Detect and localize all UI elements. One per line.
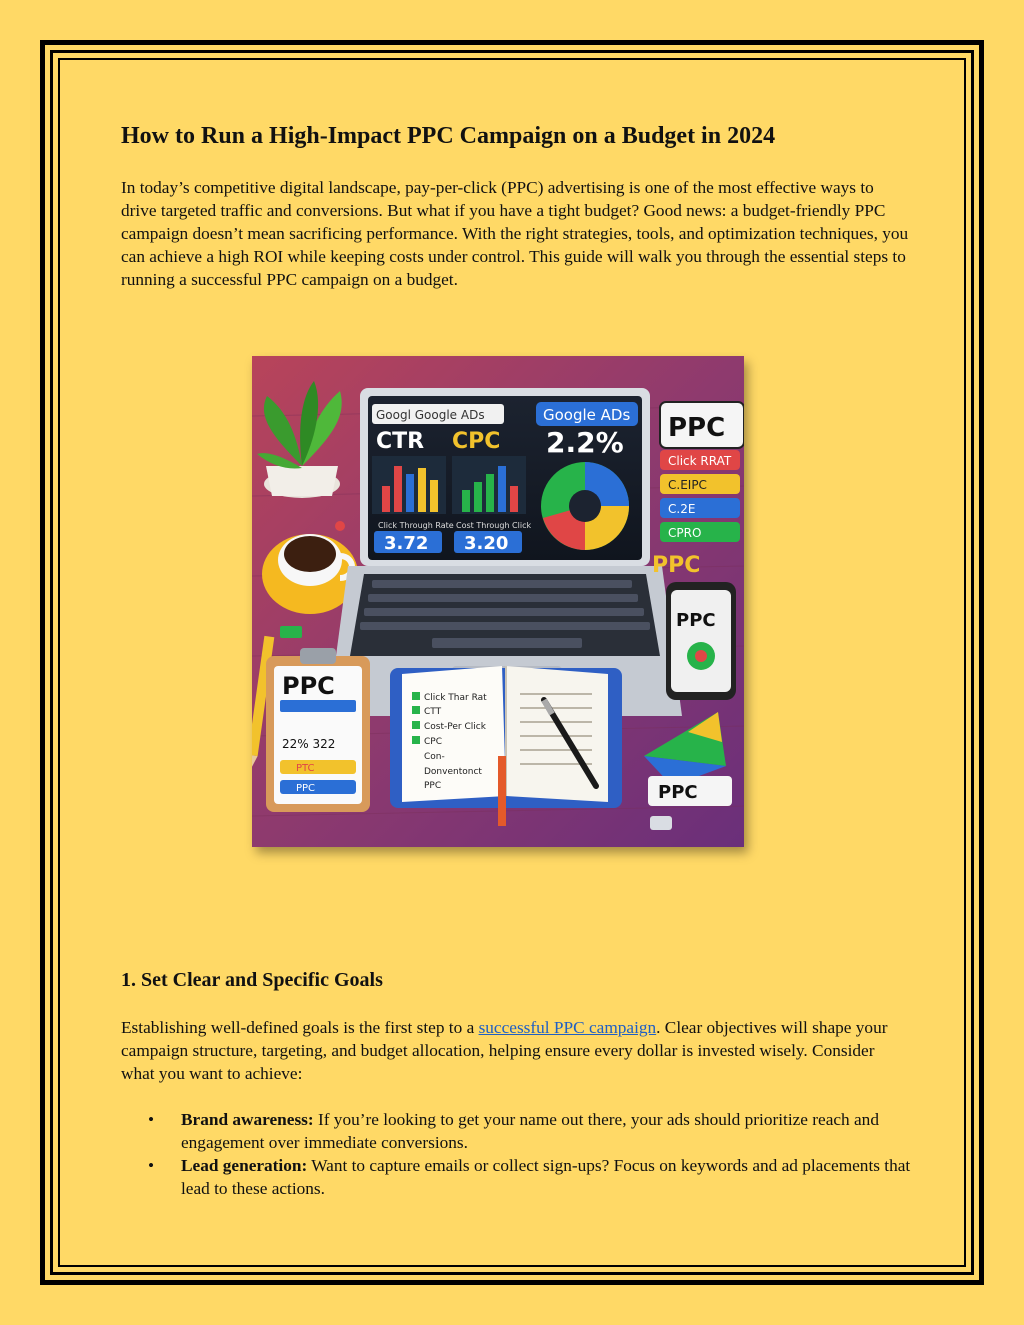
notebook-icon [390,666,622,826]
ppc-illustration [252,356,744,847]
usb-stick-icon [280,626,302,638]
ppc-campaign-link[interactable]: successful PPC campaign [478,1018,657,1037]
card-label: PPC [658,782,698,803]
clipboard-row-2: PPC [296,783,316,794]
small-label-cpc: Cost Through Click [456,521,532,530]
intro-paragraph: In today’s competitive digital landscape, pay-per-click (PPC) advertising is one of the most effective ways to drive targeted traffic and conversions. But what if you have a tight budget? Good news: a budget-friendly PPC campaign doesn’t mean sacrificing performance. With the right strategies, tools, and optimization techniques, you can achieve a high ROI while keeping costs under control. This guide will walk you through the essential steps to running a successful PPC campaign on a budget. [121,178,909,289]
metric-percent: 2.2% [546,426,624,459]
value-cpc: 3.20 [464,533,509,554]
phone-icon [666,582,736,700]
screen-tab-left: Googl Google ADs [376,408,485,422]
clipboard-numbers: 22% 322 [282,737,336,751]
clipboard-icon [266,648,370,812]
small-label-ctr: Click Through Rate [378,521,454,530]
side-button-4: CPRO [668,526,702,540]
notebook-line-7: PPC [424,781,442,791]
clip-icon [650,816,672,830]
notebook-line-6: Donventonct [424,767,482,777]
article-title: How to Run a High-Impact PPC Campaign on a Budget in 2024 [121,123,776,149]
notebook-line-5: Con- [424,752,445,762]
notebook-line-1: Click Thar Rat [424,693,487,703]
list-item [121,1108,911,1154]
bullet-text: Want to capture emails or collect sign-ups? Focus on keywords and ad placements that lead to these actions. [181,1156,911,1198]
side-button-3: C.2E [668,502,696,516]
phone-label: PPC [676,610,716,631]
clipboard-row-1: PTC [296,763,315,774]
goals-list [121,1108,911,1200]
donut-chart-icon [541,462,629,550]
section-paragraph [121,1016,911,1085]
ppc-color-word: PPC [652,553,701,578]
metric-ctr: CTR [376,429,425,454]
notebook-line-2: CTT [424,707,442,717]
clipboard-title: PPC [282,672,335,700]
bullet-text: If you’re looking to get your name out there, your ads should prioritize reach and engagement over immediate conversions. [181,1110,879,1152]
paragraph-text-end: . Clear objectives will shape your campaign structure, targeting, and budget allocation, helping ensure every dollar is invested wisely. Consider what you want to achieve: [121,1018,888,1083]
screen-tab-right: Google ADs [543,406,631,424]
bullet-term: Lead generation: [181,1156,308,1175]
paragraph-text-start: Establishing well-defined goals is the first step to a [121,1018,479,1037]
side-badge-ppc: PPC [668,413,726,443]
notebook-line-3: Cost-Per Click [424,722,486,732]
section-heading: 1. Set Clear and Specific Goals [121,969,383,991]
metric-cpc: CPC [452,429,501,454]
bullet-term: Brand awareness: [181,1110,314,1129]
pin-icon [335,521,345,531]
notebook-line-4: CPC [424,737,442,747]
side-button-1: Click RRAT [668,454,732,468]
list-item [121,1154,911,1200]
value-ctr: 3.72 [384,533,429,554]
side-button-2: C.EIPC [668,478,707,492]
